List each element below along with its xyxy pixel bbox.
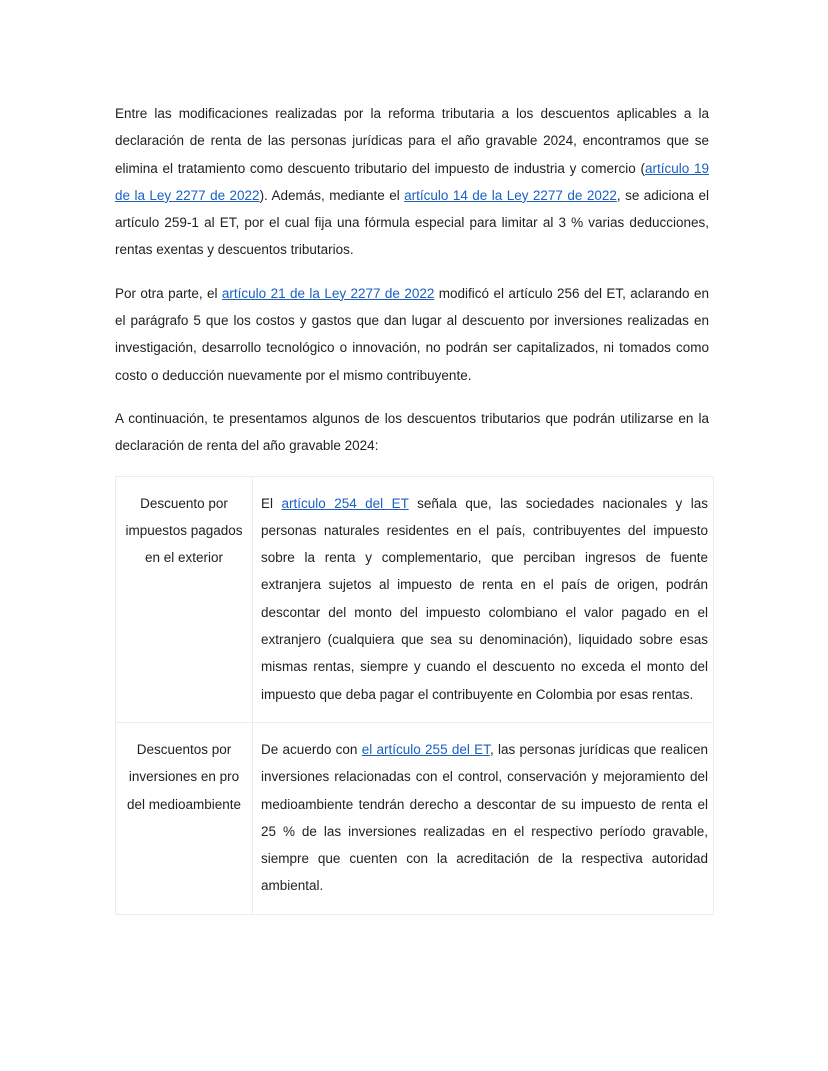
- paragraph2-text-a: Por otra parte, el: [115, 285, 222, 301]
- row-description-cell: [253, 476, 714, 722]
- row-text-b: , las personas jurídicas que realicen inversiones relacionadas con el control, conservación y mejoramiento del medioambiente tendrán derecho a descontar de su impuesto de renta el 25 % de las inversiones realizadas en el respectivo período gravable, siempre que cuenten con la acreditación de la respectiva autoridad ambiental.: [261, 741, 709, 894]
- row-label-cell: [116, 722, 253, 914]
- row-text-a: El: [261, 495, 282, 511]
- discounts-table: [115, 476, 714, 915]
- row-label-cell: [116, 476, 253, 722]
- link-articulo-14-ley-2277[interactable]: artículo 14 de la Ley 2277 de 2022: [404, 187, 617, 203]
- paragraph2-text-b: modificó el artículo 256 del ET, aclarando en el parágrafo 5 que los costos y gastos que dan lugar al descuento por inversiones realizadas en investigación, desarrollo tecnológico o innovación, no podrán ser capitalizados, ni tomados como costo o deducción nuevamente por el mismo contribuyente.: [115, 285, 709, 383]
- link-articulo-21-ley-2277[interactable]: artículo 21 de la Ley 2277 de 2022: [221, 285, 435, 301]
- link-articulo-254-et[interactable]: artículo 254 del ET: [281, 495, 409, 511]
- paragraph1-text-a: Entre las modificaciones realizadas por la reforma tributaria a los descuentos aplicables a la declaración de renta de las personas jurídicas para el año gravable 2024, encontramos que se elimina el tratamiento como descuento tributario del impuesto de industria y comercio (: [115, 106, 709, 176]
- paragraph-intro-table: [115, 405, 709, 460]
- paragraph1-text-b: ). Además, mediante el: [259, 187, 405, 203]
- row-text-a: De acuerdo con: [261, 741, 362, 757]
- paragraph3-text: A continuación, te presentamos algunos de los descuentos tributarios que podrán utilizarse en la declaración de renta del año gravable 2024:: [115, 410, 709, 454]
- paragraph-reform-changes: [115, 100, 709, 264]
- row-label: Descuento por impuestos pagados en el exterior: [125, 495, 243, 566]
- paragraph-article-256: [115, 280, 709, 389]
- table-row: [116, 476, 714, 722]
- link-articulo-255-et[interactable]: el artículo 255 del ET: [361, 741, 490, 757]
- link-articulo-19-ley-2277[interactable]: artículo 19 de la Ley 2277 de 2022: [115, 160, 709, 203]
- paragraph1-text-c: , se adiciona el artículo 259-1 al ET, por el cual fija una fórmula especial para limitar al 3 % varias deducciones, rentas exentas y descuentos tributarios.: [115, 187, 709, 258]
- row-description-cell: [253, 722, 714, 914]
- table-row: [116, 722, 714, 914]
- document-body: [115, 100, 709, 915]
- row-text-b: señala que, las sociedades nacionales y las personas naturales residentes en el país, contribuyentes del impuesto sobre la renta y complementario, que perciban ingresos de fuente extranjera sujetos al impuesto de renta en el país de origen, podrán descontar del monto del impuesto colombiano el valor pagado en el extranjero (cualquiera que sea su denominación), liquidado sobre esas mismas rentas, siempre y cuando el descuento no exceda el monto del impuesto que deba pagar el contribuyente en Colombia por esas rentas.: [261, 495, 708, 702]
- row-label: Descuentos por inversiones en pro del medioambiente: [126, 741, 242, 812]
